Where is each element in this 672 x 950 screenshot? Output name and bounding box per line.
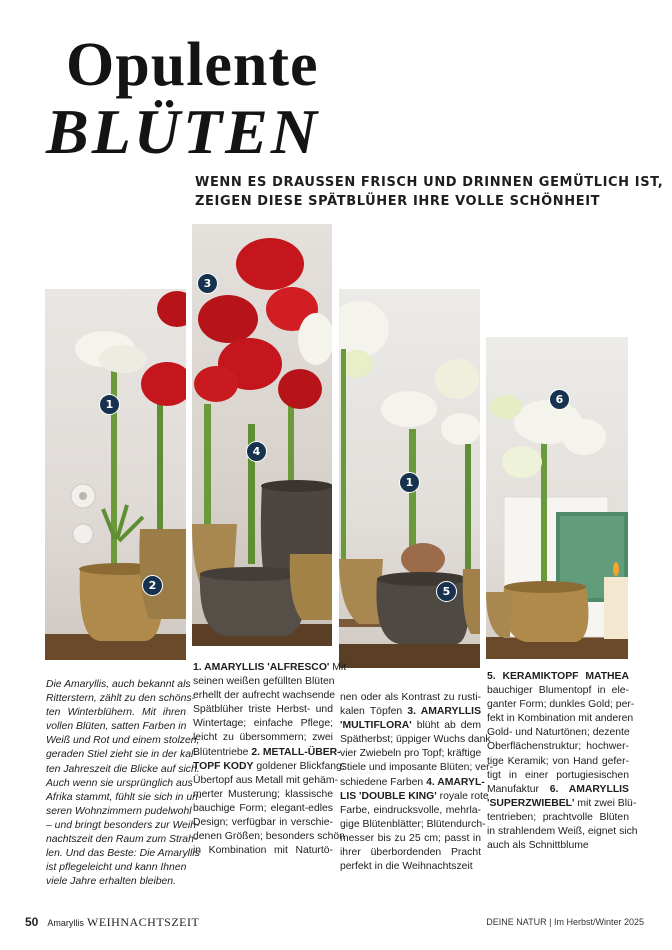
body-line: tige Keramik; von Hand gefer- [487,755,629,767]
body-line: 5. KERAMIKTOPF MATHEA [487,671,629,682]
intro-line: geraden Stiel zieht sie in der kal- [46,749,197,761]
body-line: Wintertage; einfache Pflege; [193,718,333,730]
body-line: perfekt in die Weihnachtszeit [340,861,473,873]
product-text-column-3 [340,691,494,874]
photo-panel-1 [45,289,186,660]
body-line: 'SUPERZWIEBEL' mit zwei Blü- [487,797,637,809]
body-line: kalen Töpfen 3. AMARYLLIS [340,706,481,718]
intro-text [46,678,202,889]
intro-line: – und bringt besonders zur Weih- [46,819,200,831]
magazine-label: Amaryllis [47,918,84,928]
intro-line: Die Amaryllis, auch bekannt als [46,679,191,690]
intro-line: Ritterstern, zählt zu den schöns- [46,693,196,705]
product-number-badge: 3 [197,273,218,294]
body-line: Design; verfügbar in verschie- [193,817,333,829]
page-number: 50 [25,915,39,929]
body-line: Spätherbst; üppiger Wuchs dank [340,734,491,746]
body-line: Manufaktur 6. AMARYLLIS [487,783,629,795]
body-line: leicht zu übersommern; zwei [193,732,333,744]
intro-line: ten Jahreszeit die Blicke auf sich. [46,763,200,775]
body-line: 'MULTIFLORA' blüht ab dem [340,720,481,732]
body-line: Gold- und Naturtönen; dezente [487,727,630,739]
footer-right: DEINE NATUR | Im Herbst/Winter 2025 [486,917,644,927]
body-line: LIS 'DOUBLE KING' royale rote [340,790,489,802]
body-line: merter Musterung; klassische [193,788,333,800]
body-line: Stiele und imposante Blüten; ver- [340,762,494,774]
magazine-name: WEIHNACHTSZEIT [87,915,200,929]
intro-line: ten Winterblühern. Mit ihren [46,707,186,719]
body-line: nen oder als Kontrast zu rusti- [340,692,481,703]
body-line: Spätblüher triste Herbst- und [193,704,333,716]
photo-panel-4-illustration [486,337,628,659]
body-line: seinen weißen gefüllten Blüten [193,676,335,688]
photo-panel-1-illustration [45,289,186,660]
intro-line: len. Und das Beste: Die Amaryllis [46,848,200,860]
intro-line: nachtszeit den Raum zum Strah- [46,834,198,846]
intro-line: Auch wenn sie ursprünglich aus [46,777,193,789]
body-line: schiedene Farben 4. AMARYL- [340,776,485,788]
intro-line: Afrika stammt, fühlt sie sich in un- [46,791,202,803]
product-text-column-2 [193,661,347,858]
photo-panel-2 [192,224,332,646]
page-title-line2: BLÜTEN [46,96,320,167]
body-line: Übertopf aus Metall mit gehäm- [193,774,338,786]
body-line: in Kombination mit Naturtö- [193,845,333,857]
intro-line: Weiß und Rot und einem stolzen, [46,735,200,747]
intro-line: viele Jahre erhalten bleiben. [46,876,176,888]
body-line: tentrieben; prachtvolle Blüten [487,811,629,823]
body-line: ihrer überbordenden Pracht [340,847,481,859]
body-line: erhellt der aufrecht wachsende [193,690,336,702]
product-number-badge: 1 [399,472,420,493]
body-line: 1. AMARYLLIS 'ALFRESCO' Mit [193,662,347,673]
product-number-badge: 5 [436,581,457,602]
page-title-line1: Opulente [66,31,319,99]
body-line: Farbe, eindrucksvolle, mehrla- [340,804,481,816]
body-line: bauchige Form; elegant-edles [193,802,333,814]
photo-panel-3 [339,289,480,668]
body-line: messer bis zu 25 cm; passt in [340,832,481,844]
product-number-badge: 2 [142,575,163,596]
photo-panel-4 [486,337,628,659]
body-line: denen Größen; besonders schön [193,831,345,843]
body-line: ganter Form; dunkles Gold; per- [487,699,635,711]
body-line: TOPF KODY goldener Blickfang: [193,760,345,772]
footer-left [25,915,199,930]
body-line: auch als Schnittblume [487,840,589,852]
body-line: tigt in einer portugiesischen [487,769,629,781]
body-line: in strahlendem Weiß, eignet sich [487,826,638,838]
product-number-badge: 1 [99,394,120,415]
intro-line: vollen Blüten, satten Farben in [46,721,187,733]
intro-line: ist pflegeleicht und kann Ihnen [46,862,187,874]
body-line: Oberflächenstruktur; hochwer- [487,741,629,753]
product-number-badge: 6 [549,389,570,410]
body-line: fekt in Kombination mit anderen [487,713,634,725]
body-line: Blütentriebe 2. METALL-ÜBER- [193,746,341,758]
intro-line: seren Wohnzimmern pudelwohl [46,805,192,817]
page-subtitle [195,174,664,212]
body-line: gige Blütenblätter; Blütendurch- [340,818,486,830]
body-line: vier Zwiebeln pro Topf; kräftige [340,748,482,760]
body-line: bauchiger Blumentopf in ele- [487,685,629,697]
product-text-column-4 [487,670,638,853]
subtitle-line2: ZEIGEN DIESE SPÄTBLÜHER IHRE VOLLE SCHÖNHEIT [195,193,601,209]
product-number-badge: 4 [246,441,267,462]
subtitle-line1: WENN ES DRAUSSEN FRISCH UND DRINNEN GEMÜTLICH IST, [195,175,664,190]
